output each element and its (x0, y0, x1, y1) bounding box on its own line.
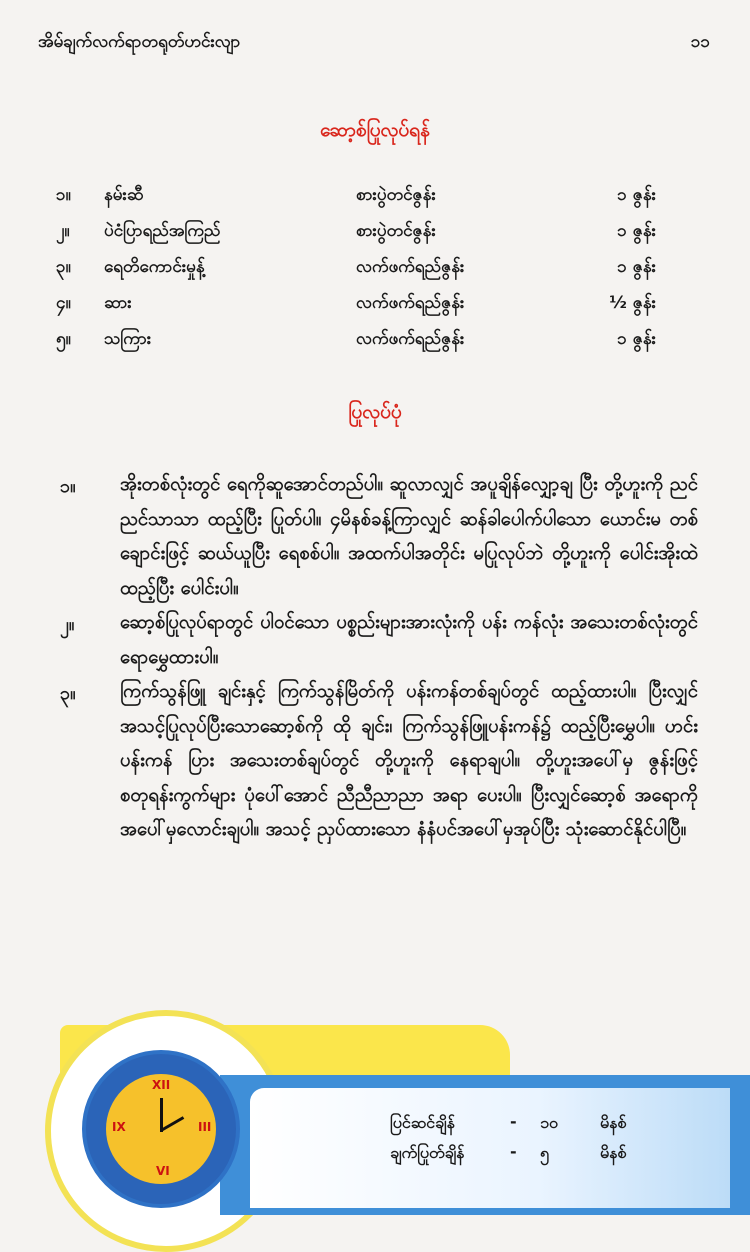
timing-dash: - (510, 1142, 517, 1161)
clock-numeral: III (198, 1120, 212, 1134)
ingredient-number: ၄။ (56, 293, 71, 313)
ingredient-number: ၅။ (56, 329, 71, 349)
method-step (60, 468, 700, 606)
method-heading: ပြုလုပ်ပုံ (348, 401, 402, 423)
clock-face (106, 1074, 216, 1184)
method-step (60, 606, 700, 675)
ingredients-heading: ဆော့စ်ပြုလုပ်ရန် (320, 119, 430, 141)
clock-numeral: XII (152, 1078, 171, 1092)
ingredient-list (56, 178, 656, 358)
timing-row (390, 1142, 650, 1172)
ingredient-name: နမ်းဆီ (104, 185, 144, 205)
timing-dash: - (510, 1112, 517, 1131)
clock-numeral: VI (156, 1164, 170, 1178)
ingredient-row (56, 322, 656, 358)
step-number: ၃။ (60, 683, 76, 704)
ingredient-measure: စားပွဲတင်ဇွန်း (356, 221, 436, 241)
timing-row (390, 1112, 650, 1142)
method-step (60, 675, 700, 848)
page-number: ၁၁ (690, 31, 710, 52)
ingredient-name: ပဲငံပြာရည်အကြည် (104, 221, 221, 241)
clock-numeral: IX (112, 1120, 126, 1134)
ingredient-quantity: ½ ဇွန်း (609, 293, 656, 313)
ingredient-row (56, 286, 656, 322)
ingredient-number: ၁။ (56, 185, 71, 205)
ingredient-row (56, 250, 656, 286)
clock-icon (82, 1050, 240, 1208)
ingredient-measure: လက်ဖက်ရည်ဇွန်း (356, 293, 465, 313)
ingredient-row (56, 178, 656, 214)
step-number: ၁။ (60, 476, 76, 497)
timing-value: ၅ (540, 1143, 549, 1162)
running-header (38, 28, 710, 58)
book-title: အိမ်ချက်လက်ရာတရုတ်ဟင်းလျာ (38, 31, 241, 52)
timing-label: ချက်ပြုတ်ချိန် (390, 1143, 465, 1162)
ingredient-measure: လက်ဖက်ရည်ဇွန်း (356, 257, 465, 277)
step-text: အိုးတစ်လုံးတွင် ရေကိုဆူအောင်တည်ပါ။ ဆူလာလျှင် အပူချိန်လျှော့ချ ပြီး တို့ဟူးကို ညင်ညင်သာသာ ထည့်ပြီး ပြုတ်ပါ။ ၄မိနစ်ခန့်ကြာလျှင် ဆန်ခါပေါက်ပါသော ယောင်းမ တစ်ချောင်းဖြင့် ဆယ်ယူပြီး ရေစစ်ပါ။ အထက်ပါအတိုင်း မပြုလုပ်ဘဲ တို့ဟူးကို ပေါင်းအိုးထဲထည့်ပြီး ပေါင်းပါ။ (120, 474, 698, 599)
ingredient-name: ဆား (104, 293, 132, 313)
ingredient-quantity: ၁ ဇွန်း (617, 329, 656, 349)
step-text: ကြက်သွန်ဖြူ ချင်းနှင့် ကြက်သွန်မြိတ်ကို ပန်းကန်တစ်ချပ်တွင် ထည့်ထားပါ။ ပြီးလျှင် အသင့်ပြုလုပ်ပြီးသောဆော့စ်ကို ထို ချင်း၊ ကြက်သွန်ဖြူပန်းကန်၌ ထည့်ပြီးမွှေပါ။ ဟင်းပန်းကန် ပြား အသေးတစ်ချပ်တွင် တို့ဟူးကို နေရာချပါ။ တို့ဟူးအပေါ်မှ ဇွန်းဖြင့် စတုရန်းကွက်များ ပုံပေါ်အောင် ညီညီညာညာ အရာ ပေးပါ။ ပြီးလျှင်ဆော့စ် အရောကို အပေါ်မှလောင်းချပါ။ အသင့် ညှပ်ထားသော နံနံပင်အပေါ်မှအုပ်ပြီး သုံးဆောင်နိုင်ပါပြီ။ (120, 681, 698, 840)
step-number: ၂။ (60, 614, 75, 635)
ingredient-name: သကြား (104, 329, 152, 349)
ingredient-quantity: ၁ ဇွန်း (617, 221, 656, 241)
method-steps (60, 468, 700, 848)
timing-unit: မိနစ် (600, 1113, 627, 1132)
timing-value: ၁၀ (540, 1113, 558, 1132)
step-text: ဆော့စ်ပြုလုပ်ရာတွင် ပါဝင်သော ပစ္စည်းများအားလုံးကို ပန်း ကန်လုံး အသေးတစ်လုံးတွင် ရောမွှေထားပါ။ (120, 612, 698, 668)
timing-label: ပြင်ဆင်ချိန် (390, 1113, 455, 1132)
ingredient-number: ၃။ (56, 257, 71, 277)
clock-hour-hand (160, 1116, 184, 1132)
ingredient-name: ရေတိကောင်းမှုန့် (104, 257, 205, 277)
timing-unit: မိနစ် (600, 1143, 627, 1162)
ingredient-row (56, 214, 656, 250)
timing-info (390, 1112, 650, 1172)
ingredient-quantity: ၁ ဇွန်း (617, 185, 656, 205)
ingredient-number: ၂။ (56, 221, 70, 241)
ingredient-measure: စားပွဲတင်ဇွန်း (356, 185, 436, 205)
ingredient-quantity: ၁ ဇွန်း (617, 257, 656, 277)
ingredient-measure: လက်ဖက်ရည်ဇွန်း (356, 329, 465, 349)
